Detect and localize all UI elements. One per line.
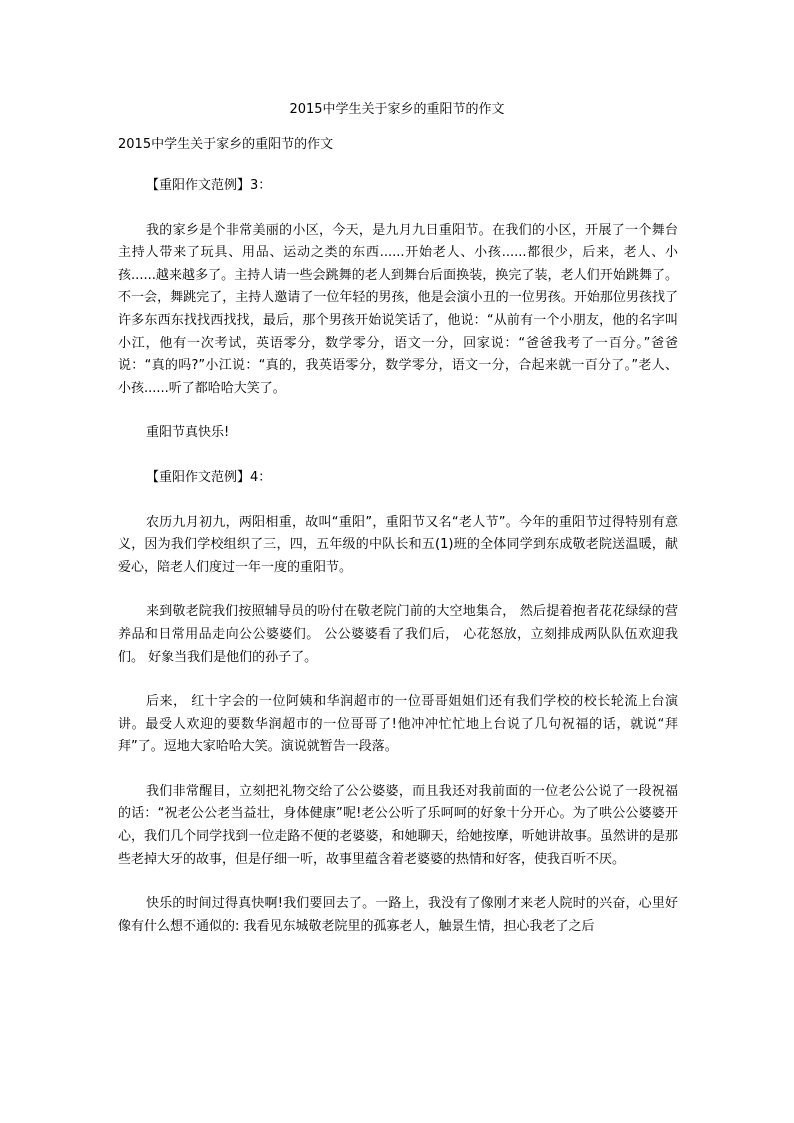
paragraph: 农历九月初九，两阳相重，故叫“重阳”，重阳节又名“老人节”。今年的重阳节过得特别有意义，因为我们学校组织了三，四，五年级的中队长和五(1)班的全体同学到东成敬老院送温暖，献爱心，陪老人们度过一年一度的重阳节。 bbox=[118, 514, 678, 575]
paragraph: 我的家乡是个非常美丽的小区，今天，是九月九日重阳节。在我们的小区，开展了一个舞台主持人带来了玩具、用品、运动之类的东西......开始老人、小孩......都很少，后来，老人、小孩......越来越多了。主持人请一些会跳舞的老人到舞台后面换装，换完了装，老人们开始跳舞了。不一会，舞跳完了，主持人邀请了一位年轻的男孩，他是会演小丑的一位男孩。开始那位男孩找了许多东西东找找西找找，最后，那个男孩开始说笑话了，他说：“从前有一个小朋友，他的名字叫小江，他有一次考试，英语零分，数学零分，语文一分，回家说：“爸爸我考了一百分。”爸爸说：“真的吗?”小江说：“真的，我英语零分，数学零分，语文一分，合起来就一百分了。”老人、小孩......听了都哈哈大笑了。 bbox=[118, 222, 678, 396]
paragraph: 来到敬老院我们按照辅导员的吩付在敬老院门前的大空地集合， 然后提着抱者花花绿绿的营养品和日常用品走向公公婆婆们。 公公婆婆看了我们后， 心花怒放，立刻排成两队队伍欢迎我们。 好象当我们是他们的孙子了。 bbox=[118, 604, 678, 665]
section-heading-example-4: 【重阳作文范例】4： bbox=[146, 469, 272, 485]
document-body bbox=[118, 175, 678, 960]
section-heading-example-3: 【重阳作文范例】3： bbox=[146, 178, 272, 193]
paragraph: 重阳节真快乐! bbox=[146, 425, 230, 441]
paragraph: 后来， 红十字会的一位阿姨和华润超市的一位哥哥姐姐们还有我们学校的校长轮流上台演讲。最受人欢迎的要数华润超市的一位哥哥了!他冲冲忙忙地上台说了几句祝福的话，就说“拜拜”了。逗地大家哈哈大笑。演说就暂告一段落。 bbox=[118, 694, 678, 755]
paragraph: 快乐的时间过得真快啊!我们要回去了。一路上，我没有了像刚才来老人院时的兴奋，心里好像有什么想不通似的: 我看见东城敬老院里的孤寡老人，触景生情，担心我老了之后 bbox=[118, 896, 678, 934]
paragraph: 我们非常醒目，立刻把礼物交给了公公婆婆，而且我还对我前面的一位老公公说了一段祝福的话：“祝老公公老当益壮，身体健康”呢!老公公听了乐呵呵的好象十分开心。为了哄公公婆婆开心，我们几个同学找到一位走路不便的老婆婆，和她聊天，给她按摩，听她讲故事。虽然讲的是那些老掉大牙的故事，但是仔细一听，故事里蕴含着老婆婆的热情和好客，使我百听不厌。 bbox=[118, 783, 678, 867]
document-title: 2015中学生关于家乡的重阳节的作文 bbox=[289, 102, 505, 117]
document-subtitle: 2015中学生关于家乡的重阳节的作文 bbox=[118, 137, 334, 152]
